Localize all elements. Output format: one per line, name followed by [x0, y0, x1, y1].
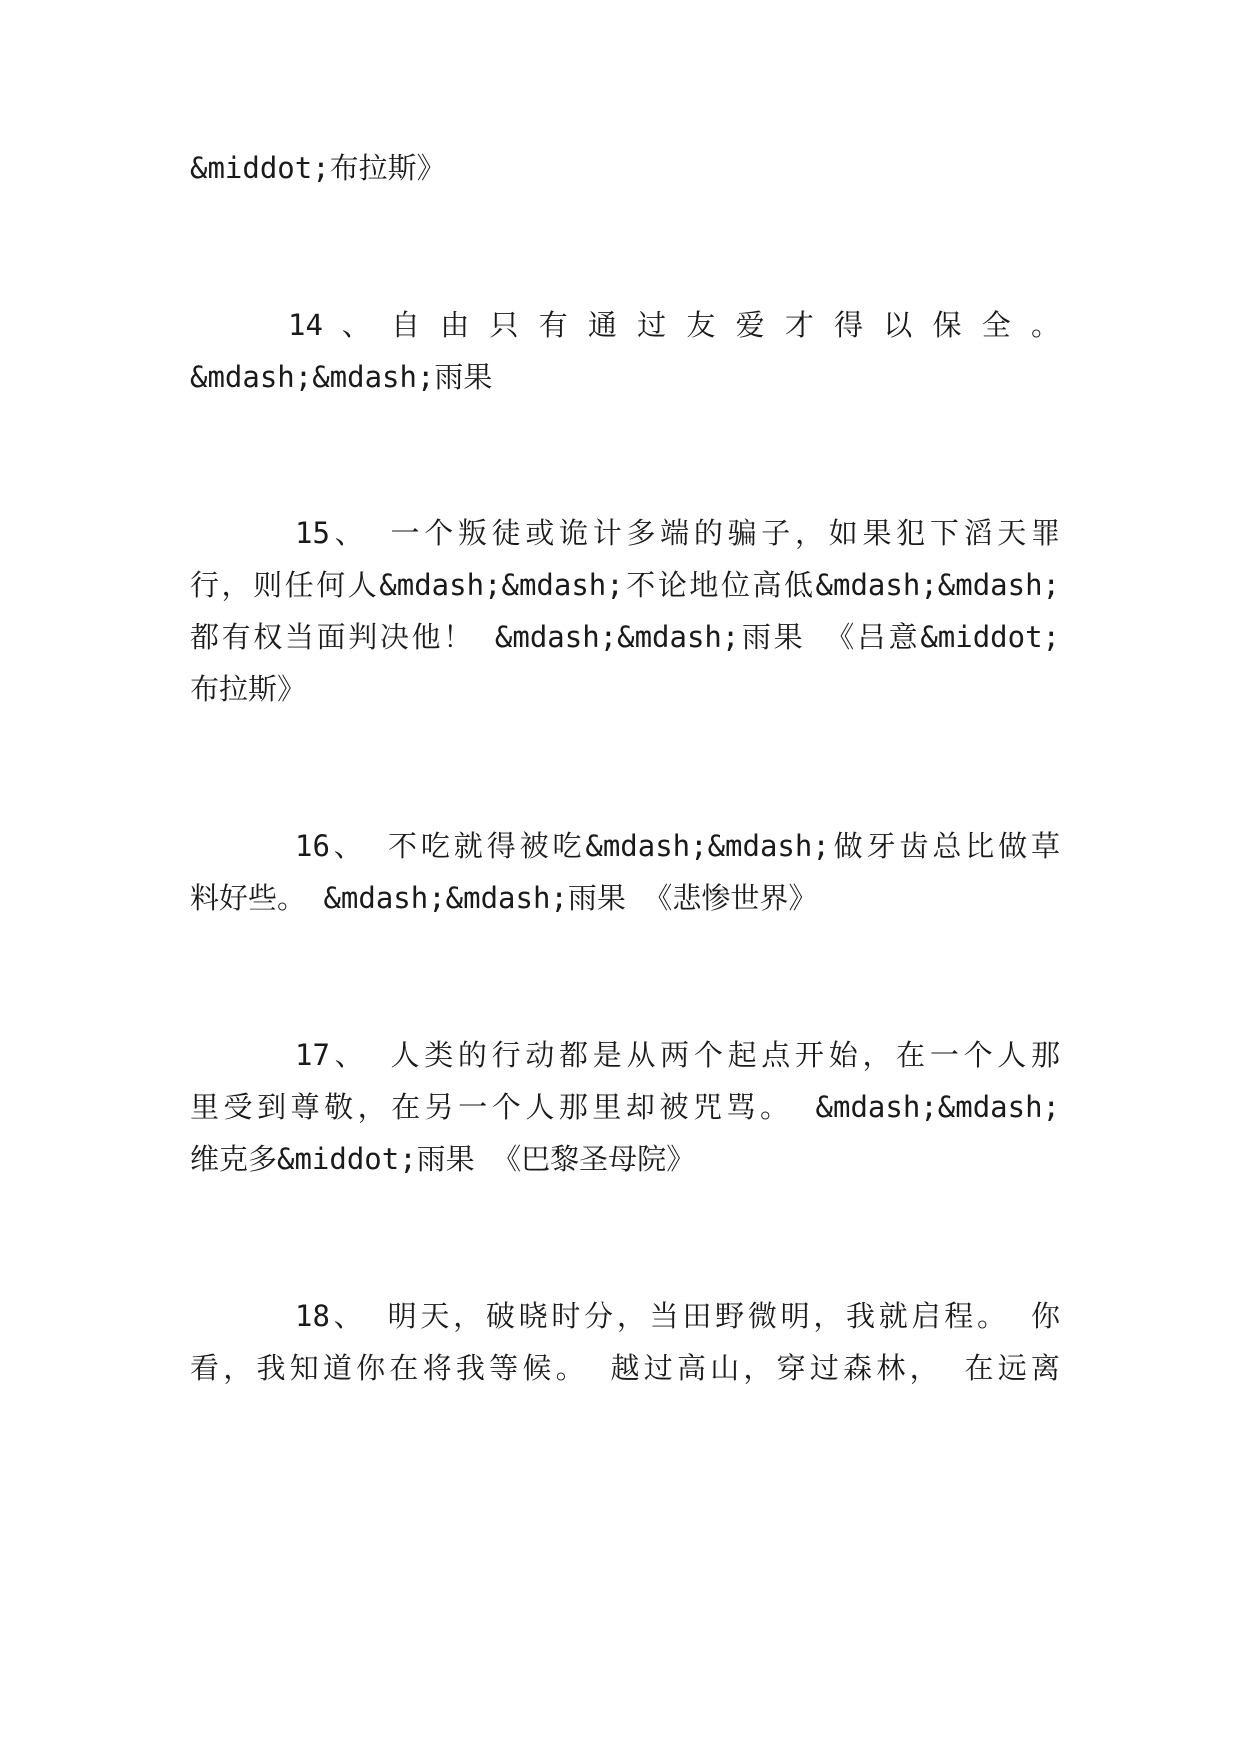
text-line: 维克多&middot;雨果 《巴黎圣母院》 [190, 1142, 696, 1176]
text-line: 看，我知道你在将我等候。 越过高山，穿过森林， 在远离 [190, 1351, 1060, 1385]
text-line: 15、 一个叛徒或诡计多端的骗子，如果犯下滔天罪 [295, 516, 1060, 550]
text-line: 18、 明天，破晓时分，当田野微明，我就启程。 你 [295, 1299, 1060, 1333]
text-line: 17、 人类的行动都是从两个起点开始，在一个人那 [295, 1038, 1060, 1072]
text-line: 都有权当面判决他！ &mdash;&mdash;雨果 《吕意&middot; [190, 620, 1060, 654]
text-line: 布拉斯》 [190, 672, 307, 706]
text-line: 行，则任何人&mdash;&mdash;不论地位高低&mdash;&mdash; [190, 568, 1060, 602]
text-line: 里受到尊敬，在另一个人那里却被咒骂。 &mdash;&mdash; [190, 1090, 1060, 1124]
text-line: &middot;布拉斯》 [190, 151, 446, 185]
text-line: 料好些。 &mdash;&mdash;雨果 《悲惨世界》 [190, 881, 818, 915]
text-line: 14 、 自 由 只 有 通 过 友 爱 才 得 以 保 全 。 [288, 308, 1060, 342]
text-line: &mdash;&mdash;雨果 [190, 360, 493, 394]
text-line: 16、 不吃就得被吃&mdash;&mdash;做牙齿总比做草 [295, 829, 1060, 863]
